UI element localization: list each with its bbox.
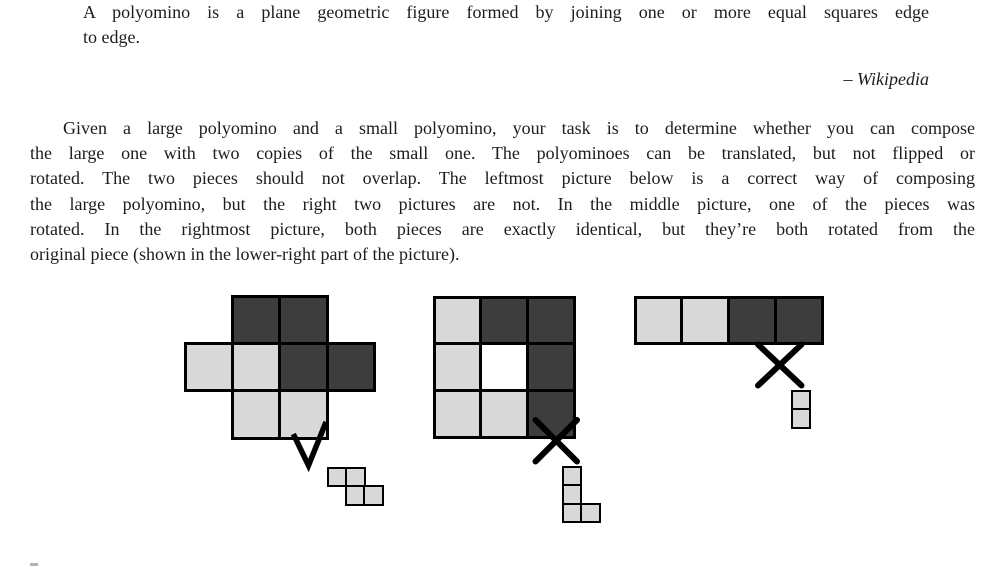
polyomino-cell-right-both-rotated [634, 296, 684, 346]
polyomino-cell-left-correct-composition [231, 342, 281, 392]
piece-cell-right-both-rotated [791, 408, 812, 429]
paragraph-line: Given a large polyomino and a small polyomino, your task is to determine whether you can compose [63, 117, 975, 138]
polyomino-cell-middle-rotated-piece [433, 389, 483, 439]
polyomino-cell-middle-rotated-piece [526, 389, 576, 439]
paragraph-line: original piece (shown in the lower-right part of the picture). [30, 244, 460, 265]
polyomino-cell-middle-rotated-piece [479, 342, 529, 392]
paragraph-line: rotated. The two pieces should not overlap. The leftmost picture below is a correct way of composing [30, 168, 975, 189]
polyomino-cell-left-correct-composition [231, 295, 281, 345]
polyomino-cell-right-both-rotated [680, 296, 730, 346]
polyomino-cell-left-correct-composition [278, 342, 328, 392]
paragraph-line: the large polyomino, but the right two pictures are not. In the middle picture, one of the pieces was [30, 193, 975, 214]
quote-line: to edge. [83, 27, 140, 48]
polyomino-cell-middle-rotated-piece [526, 296, 576, 346]
polyomino-cell-left-correct-composition [231, 389, 281, 439]
cutoff-text-fragment [30, 563, 38, 566]
polyomino-cell-middle-rotated-piece [433, 296, 483, 346]
polyomino-cell-middle-rotated-piece [479, 389, 529, 439]
polyomino-cell-right-both-rotated [727, 296, 777, 346]
polyomino-cell-left-correct-composition [278, 295, 328, 345]
polyomino-cell-middle-rotated-piece [479, 296, 529, 346]
polyomino-cell-right-both-rotated [774, 296, 824, 346]
polyomino-cell-middle-rotated-piece [526, 342, 576, 392]
polyomino-cell-left-correct-composition [278, 389, 328, 439]
quote-attribution: – Wikipedia [843, 69, 929, 89]
paragraph-line: rotated. In the rightmost picture, both pieces are exactly identical, but they’re both rotated from the [30, 218, 975, 239]
paragraph-line: the large one with two copies of the small one. The polyominoes can be translated, but not flipped or [30, 142, 975, 163]
polyomino-cell-left-correct-composition [326, 342, 376, 392]
piece-cell-middle-rotated-piece [580, 503, 601, 524]
quote-line: A polyomino is a plane geometric figure formed by joining one or more equal squares edge [83, 2, 929, 22]
piece-cell-left-correct-composition [363, 485, 384, 506]
polyomino-cell-left-correct-composition [184, 342, 234, 392]
polyomino-cell-middle-rotated-piece [433, 342, 483, 392]
